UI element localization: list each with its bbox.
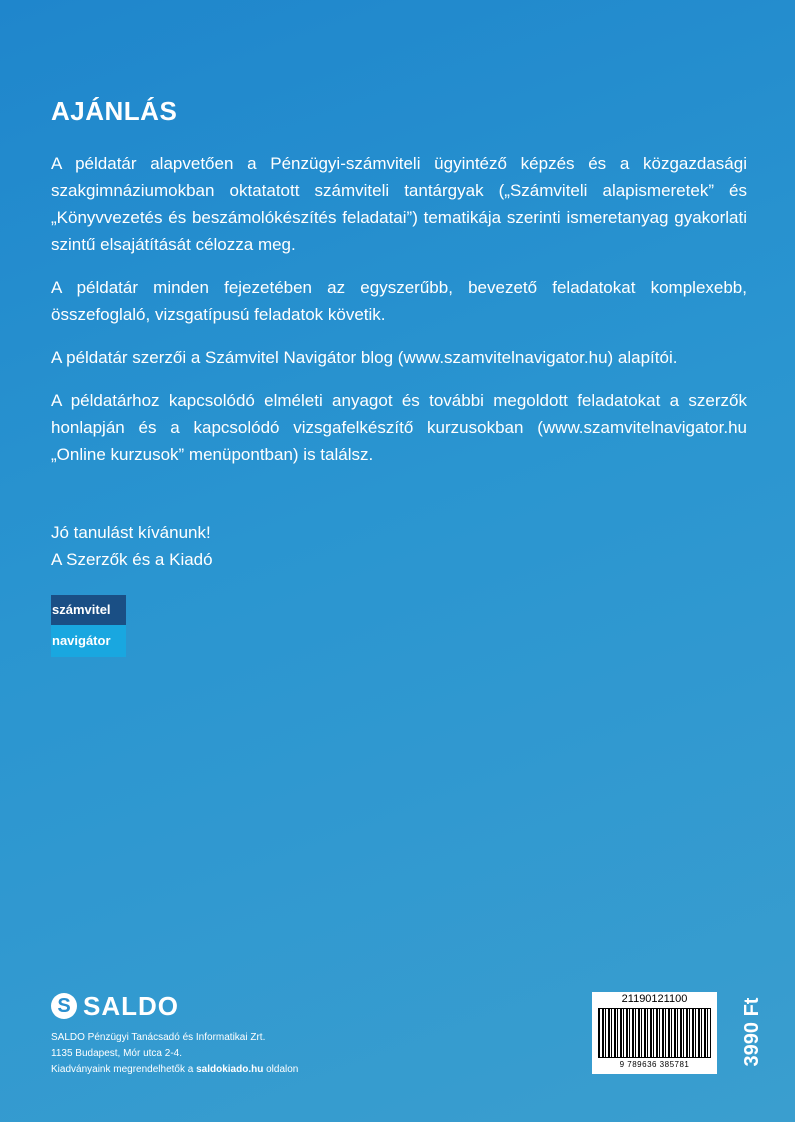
recommendation-text <box>51 150 747 484</box>
paragraph: A példatár minden fejezetében az egyszerűbb, bevezető feladatokat komplexebb, összefoglaló, vizsgatípusú feladatok követik. <box>51 278 747 324</box>
closing-greeting <box>51 519 213 573</box>
logo-top-text: számvitel <box>51 595 126 625</box>
paragraph: A példatár szerzői a Számvitel Navigátor blog (www.szamvitelnavigator.hu) alapítói. <box>51 348 678 367</box>
publisher-name: SALDO Pénzügyi Tanácsadó és Informatikai Zrt. <box>51 1032 266 1043</box>
order-suffix: oldalon <box>263 1064 299 1075</box>
barcode-bars <box>598 1008 711 1058</box>
logo-bottom-text: navigátor <box>51 625 126 657</box>
saldo-s-icon: S <box>51 993 77 1019</box>
page-heading: AJÁNLÁS <box>51 96 178 126</box>
paragraph: A példatár alapvetően a Pénzügyi-számviteli ügyintéző képzés és a közgazdasági szakgimnáziumokban oktatatott számviteli tantárgyak („Számviteli alapismeretek” és „Könyvvezetés és beszámolókészítés feladatai”) tematikája szerinti ismeretanyag gyakorlati szintű elsajátítását célozza meg. <box>51 154 747 254</box>
closing-line: A Szerzők és a Kiadó <box>51 550 213 569</box>
order-site: saldokiado.hu <box>196 1064 264 1075</box>
publisher-info <box>51 1030 298 1078</box>
barcode-top-number: 21190121100 <box>621 993 688 1005</box>
isbn-number: 9 789636 385781 <box>619 1060 690 1069</box>
saldo-logo-text: SALDO <box>83 990 179 1021</box>
saldo-logo <box>51 990 179 1022</box>
szamvitel-navigator-logo <box>51 595 126 657</box>
order-info <box>51 1062 298 1078</box>
price-label: 3990 Ft <box>741 997 763 1067</box>
barcode <box>592 992 717 1074</box>
order-prefix: Kiadványaink megrendelhetők a <box>51 1064 197 1075</box>
closing-line: Jó tanulást kívánunk! <box>51 523 211 542</box>
paragraph: A példatárhoz kapcsolódó elméleti anyagot és további megoldott feladatokat a szerzők honlapján és a kapcsolódó vizsgafelkészítő kurzusokban (www.szamvitelnavigator.hu „Online kurzusok” menüpontban) is találsz. <box>51 391 747 464</box>
publisher-address: 1135 Budapest, Mór utca 2-4. <box>51 1048 183 1059</box>
